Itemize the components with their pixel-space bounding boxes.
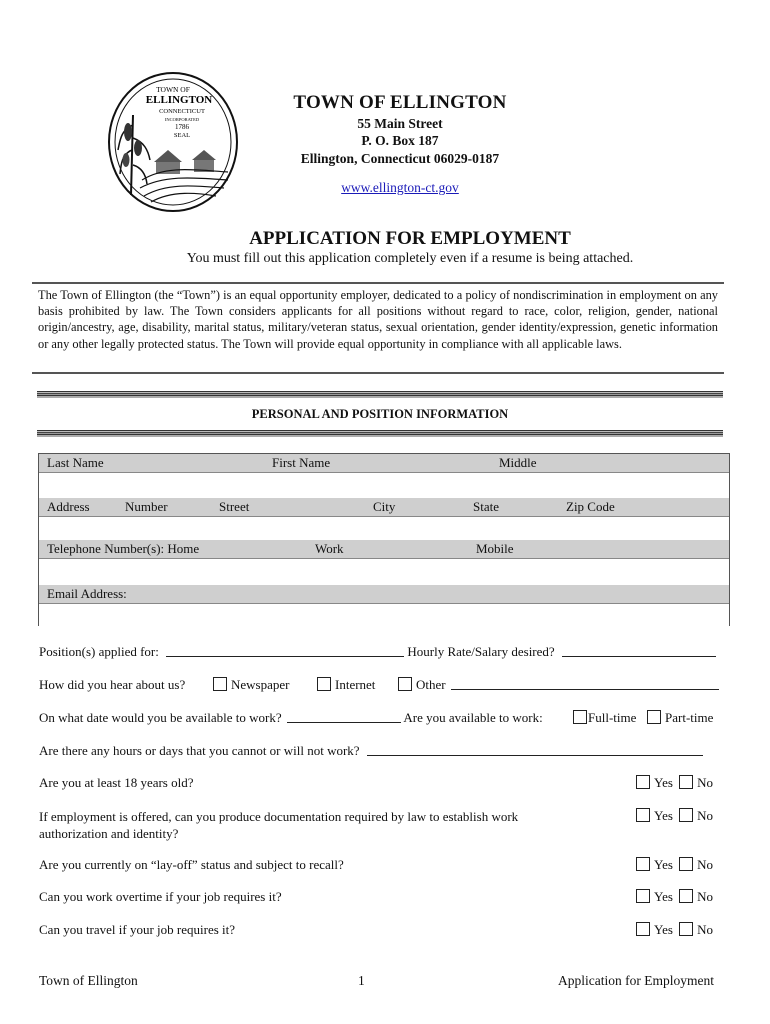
yes-label: Yes	[654, 857, 673, 872]
option-full-time[interactable]	[573, 710, 636, 726]
question-travel: Can you travel if your job requires it?	[39, 922, 236, 937]
hourly-rate-input[interactable]	[562, 644, 716, 657]
section-bar-bottom	[37, 430, 723, 437]
availability-question	[39, 710, 543, 726]
section-bar-top	[37, 391, 723, 398]
city-label: City	[373, 499, 396, 514]
yes-label: Yes	[654, 775, 673, 790]
form-subtitle: You must fill out this application completely even if a resume is being attached.	[186, 251, 634, 266]
position-input[interactable]	[166, 644, 404, 657]
yes-no-layoff	[636, 857, 713, 873]
middle-name-label: Middle	[499, 455, 537, 470]
hours-input[interactable]	[367, 743, 703, 756]
yes-label: Yes	[654, 889, 673, 904]
address-city-state-zip: Ellington, Connecticut 06029-0187	[300, 151, 500, 166]
question-work-authorization: If employment is offered, can you produce documentation required by law to establish work authorization and identity?	[39, 809, 519, 841]
no-label: No	[697, 889, 714, 904]
option-part-time[interactable]	[647, 710, 713, 726]
org-name: TOWN OF ELLINGTON	[293, 92, 507, 113]
name-input[interactable]	[39, 473, 729, 500]
no-checkbox[interactable]	[679, 775, 693, 789]
footer-left: Town of Ellington	[39, 973, 138, 988]
available-date-input[interactable]	[287, 710, 401, 723]
eeo-statement: The Town of Ellington (the “Town”) is an equal opportunity employer, dedicated to a policy of nondiscrimination in employment on any basis prohibited by law. The Town considers applicants for all positions without regard to race, color, religion, gender, national origin/ancestry, age, disability, marital status, military/veteran status, sexual orientation, gender identity/expression, genetic information or any other legally protected status. The Town will provide equal opportunity in compliance with all applicable laws.	[38, 288, 718, 351]
position-question	[39, 644, 716, 660]
mobile-phone-label: Mobile	[476, 541, 514, 556]
available-date-label: On what date would you be available to work?	[39, 710, 282, 725]
hours-question	[39, 743, 703, 759]
seal-text-incorporated: INCORPORATED	[164, 117, 200, 122]
form-title: APPLICATION FOR EMPLOYMENT	[249, 228, 571, 249]
no-checkbox[interactable]	[679, 808, 693, 822]
number-label: Number	[125, 499, 168, 514]
seal-text-year: 1786	[175, 123, 189, 131]
option-internet[interactable]	[317, 677, 375, 693]
no-label: No	[697, 922, 714, 937]
no-label: No	[697, 857, 714, 872]
referral-question	[39, 677, 185, 693]
other-label: Other	[416, 677, 446, 692]
hourly-rate-label: Hourly Rate/Salary desired?	[407, 644, 555, 659]
yes-no-travel	[636, 922, 713, 938]
yes-label: Yes	[654, 808, 673, 823]
divider	[32, 282, 724, 284]
hours-label: Are there any hours or days that you cannot or will not work?	[39, 743, 360, 758]
state-label: State	[473, 499, 499, 514]
option-newspaper[interactable]	[213, 677, 289, 693]
town-seal-logo	[106, 70, 240, 214]
no-label: No	[697, 808, 714, 823]
full-time-label: Full-time	[588, 710, 637, 725]
seal-text-name: ELLINGTON	[145, 94, 213, 106]
part-time-checkbox[interactable]	[647, 710, 661, 724]
no-checkbox[interactable]	[679, 889, 693, 903]
address-street: 55 Main Street	[357, 116, 443, 131]
seal-text-top: TOWN OF	[156, 85, 190, 94]
part-time-label: Part-time	[665, 710, 714, 725]
other-checkbox[interactable]	[398, 677, 412, 691]
other-input[interactable]	[451, 677, 719, 690]
email-header-row	[39, 585, 729, 604]
personal-info-table	[38, 453, 730, 626]
internet-checkbox[interactable]	[317, 677, 331, 691]
yes-checkbox[interactable]	[636, 808, 650, 822]
question-age: Are you at least 18 years old?	[39, 775, 194, 790]
question-overtime: Can you work overtime if your job requires it?	[39, 889, 282, 904]
last-name-label: Last Name	[47, 455, 104, 470]
newspaper-label: Newspaper	[231, 677, 290, 692]
yes-label: Yes	[654, 922, 673, 937]
address-po-box: P. O. Box 187	[361, 133, 439, 148]
address-header-row	[39, 498, 729, 517]
yes-no-overtime	[636, 889, 713, 905]
yes-checkbox[interactable]	[636, 922, 650, 936]
no-checkbox[interactable]	[679, 857, 693, 871]
street-label: Street	[219, 499, 250, 514]
no-checkbox[interactable]	[679, 922, 693, 936]
email-input[interactable]	[39, 604, 729, 626]
full-time-checkbox[interactable]	[573, 710, 587, 724]
section-title: PERSONAL AND POSITION INFORMATION	[251, 407, 509, 421]
internet-label: Internet	[335, 677, 376, 692]
hear-label: How did you hear about us?	[39, 677, 186, 692]
yes-no-age	[636, 775, 713, 791]
zip-code-label: Zip Code	[566, 499, 615, 514]
first-name-label: First Name	[272, 455, 331, 470]
newspaper-checkbox[interactable]	[213, 677, 227, 691]
footer-right: Application for Employment	[558, 973, 714, 988]
divider	[32, 372, 724, 374]
phone-input[interactable]	[39, 559, 729, 586]
email-label: Email Address:	[47, 586, 127, 601]
phone-header-row	[39, 540, 729, 559]
yes-checkbox[interactable]	[636, 775, 650, 789]
home-phone-label: Telephone Number(s): Home	[47, 541, 200, 556]
website-link[interactable]: www.ellington-ct.gov	[341, 180, 459, 195]
yes-checkbox[interactable]	[636, 857, 650, 871]
available-type-label: Are you available to work:	[403, 710, 543, 725]
yes-checkbox[interactable]	[636, 889, 650, 903]
seal-text-seal: SEAL	[173, 132, 191, 139]
name-header-row	[39, 454, 729, 473]
address-label: Address	[47, 499, 90, 514]
seal-text-state: CONNECTICUT	[159, 108, 205, 115]
option-other[interactable]	[398, 677, 719, 693]
position-label: Position(s) applied for:	[39, 644, 159, 659]
yes-no-work-authorization	[636, 808, 713, 824]
work-phone-label: Work	[315, 541, 344, 556]
question-layoff: Are you currently on “lay-off” status and subject to recall?	[39, 857, 344, 872]
page-number: 1	[358, 973, 365, 988]
no-label: No	[697, 775, 714, 790]
